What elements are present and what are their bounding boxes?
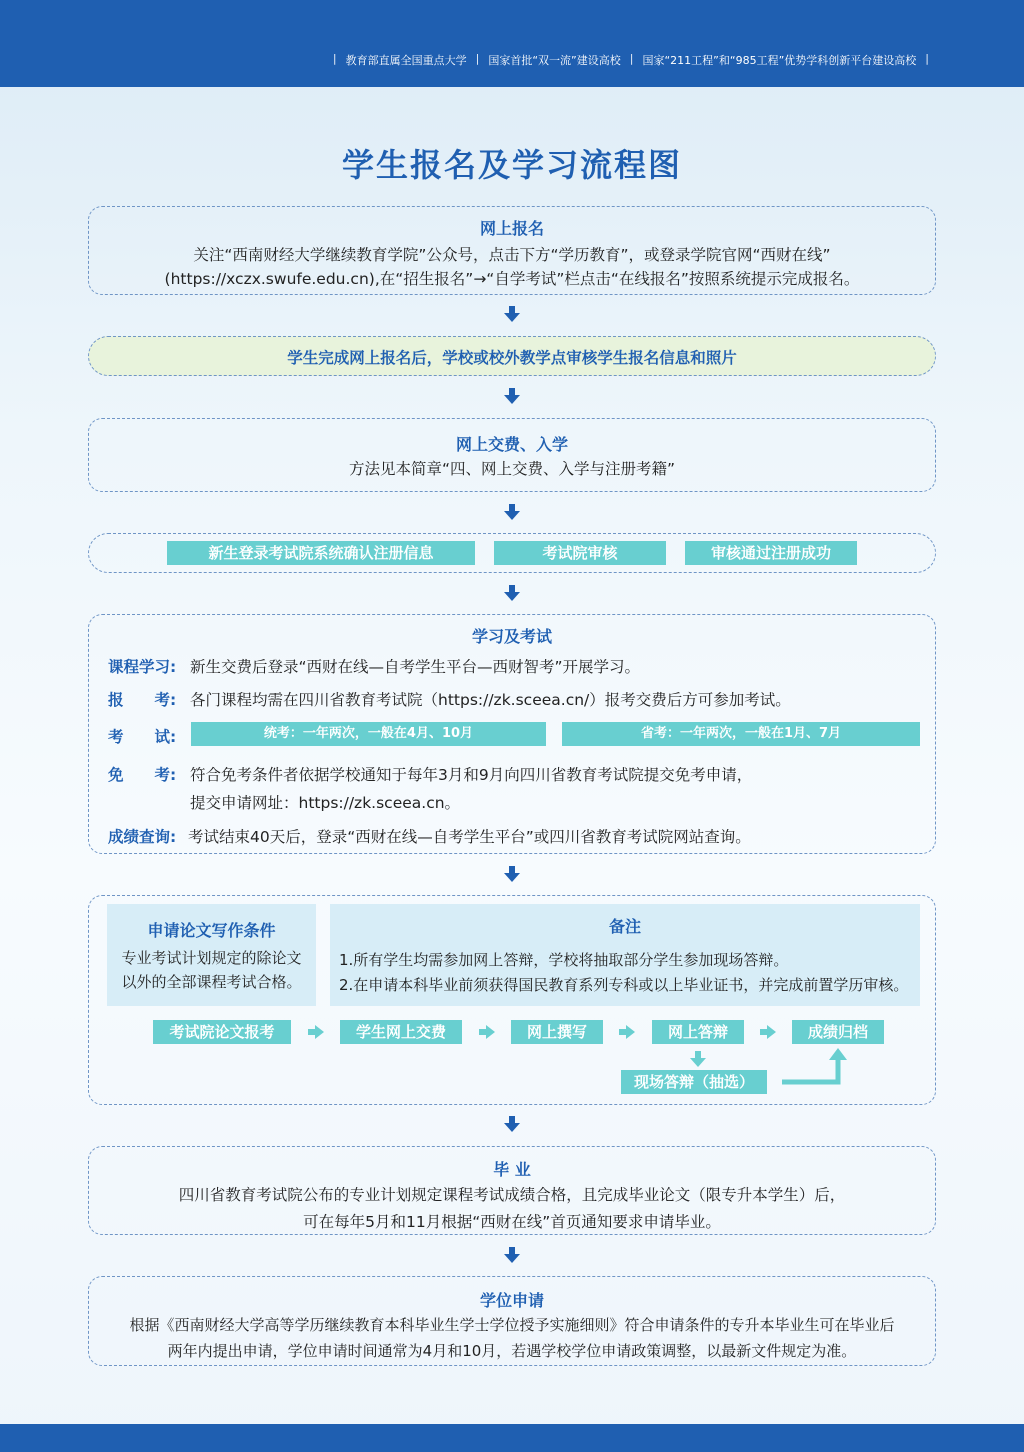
header-tag: 国家“211工程”和“985工程”优势学科创新平台建设高校 bbox=[642, 54, 917, 67]
step-degree-application bbox=[88, 1276, 936, 1366]
flow-grade-archive: 成绩归档 bbox=[792, 1020, 884, 1044]
step-title: 学位申请 bbox=[479, 1291, 544, 1310]
flow-online-writing: 网上撰写 bbox=[511, 1020, 603, 1044]
arrow-down-icon bbox=[690, 1051, 706, 1067]
step-title: 毕 业 bbox=[493, 1160, 531, 1179]
header-tag: 国家首批“双一流”建设高校 bbox=[488, 54, 621, 67]
arrow-right-icon bbox=[479, 1025, 495, 1039]
panel-text: 以外的全部课程考试合格。 bbox=[121, 973, 302, 991]
label-exam-register: 报 考: bbox=[108, 691, 177, 709]
step-payment-enrollment bbox=[88, 418, 936, 492]
step-text: (https://xczx.swufe.edu.cn),在“招生报名”→“自学考试”栏点击“在线报名”按照系统提示完成报名。 bbox=[164, 270, 860, 288]
text-exam-register: 各门课程均需在四川省教育考试院（https://zk.sceea.cn/）报考交费后方可参加考试。 bbox=[190, 691, 791, 709]
note-line: 1.所有学生均需参加网上答辩，学校将抽取部分学生参加现场答辩。 bbox=[339, 951, 789, 969]
tag-exam-review: 考试院审核 bbox=[494, 541, 666, 565]
panel-text: 专业考试计划规定的除论文 bbox=[121, 949, 302, 967]
step-text: 方法见本简章“四、网上交费、入学与注册考籍” bbox=[348, 460, 676, 478]
arrow-down-icon bbox=[504, 866, 520, 882]
label-score-query: 成绩查询: bbox=[108, 828, 177, 846]
arrow-right-icon bbox=[619, 1025, 635, 1039]
bar-unified-exam: 统考：一年两次，一般在4月、10月 bbox=[191, 722, 546, 746]
header-tag: 教育部直属全国重点大学 bbox=[345, 54, 467, 67]
step-text: 根据《西南财经大学高等学历继续教育本科毕业生学士学位授予实施细则》符合申请条件的专升本毕业生可在毕业后 bbox=[129, 1316, 895, 1334]
page-title: 学生报名及学习流程图 bbox=[341, 146, 682, 184]
header-bar bbox=[0, 0, 1024, 87]
return-arrow-icon bbox=[778, 1046, 848, 1090]
step-graduation bbox=[88, 1146, 936, 1235]
step-text: 可在每年5月和11月根据“西财在线”首页通知要求申请毕业。 bbox=[303, 1213, 721, 1231]
label-exam: 考 试: bbox=[108, 728, 177, 746]
step-title: 网上交费、入学 bbox=[455, 435, 568, 454]
flow-onsite-defense: 现场答辩（抽选） bbox=[621, 1070, 767, 1094]
arrow-down-icon bbox=[504, 306, 520, 322]
text-exemption: 符合免考条件者依据学校通知于每年3月和9月向四川省教育考试院提交免考申请， bbox=[190, 766, 753, 784]
step-text: 四川省教育考试院公布的专业计划规定课程考试成绩合格，且完成毕业论文（限专升本学生）后， bbox=[178, 1186, 846, 1204]
arrow-down-icon bbox=[504, 585, 520, 601]
flow-thesis-registration: 考试院论文报考 bbox=[153, 1020, 291, 1044]
step-review bbox=[88, 336, 936, 376]
arrow-down-icon bbox=[504, 388, 520, 404]
text-course-study: 新生交费后登录“西财在线—自考学生平台—西财智考”开展学习。 bbox=[190, 658, 641, 676]
header-tags: | 教育部直属全国重点大学 | 国家首批“双一流”建设高校 | 国家“211工程”和“985工程”优势学科创新平台建设高校 | bbox=[332, 52, 929, 67]
arrow-right-icon bbox=[760, 1025, 776, 1039]
arrow-down-icon bbox=[504, 504, 520, 520]
step-title: 网上报名 bbox=[479, 219, 544, 238]
panel-notes bbox=[330, 904, 920, 1006]
label-exemption: 免 考: bbox=[108, 766, 177, 784]
arrow-right-icon bbox=[308, 1025, 324, 1039]
step-text: 两年内提出申请，学位申请时间通常为4月和10月，若遇学校学位申请政策调整，以最新文件规定为准。 bbox=[167, 1342, 857, 1360]
step-text: 关注“西南财经大学继续教育学院”公众号，点击下方“学历教育”，或登录学院官网“西财在线” bbox=[193, 246, 831, 264]
tag-confirm-registration: 新生登录考试院系统确认注册信息 bbox=[167, 541, 475, 565]
flow-online-payment: 学生网上交费 bbox=[340, 1020, 462, 1044]
text-exemption-url: 提交申请网址：https://zk.sceea.cn。 bbox=[190, 794, 461, 812]
note-line: 2.在申请本科毕业前须获得国民教育系列专科或以上毕业证书，并完成前置学历审核。 bbox=[339, 976, 909, 994]
step-title: 学习及考试 bbox=[471, 627, 552, 646]
panel-title: 申请论文写作条件 bbox=[147, 921, 276, 940]
tag-registration-success: 审核通过注册成功 bbox=[685, 541, 857, 565]
step-online-registration bbox=[88, 206, 936, 295]
footer-bar bbox=[0, 1424, 1024, 1452]
step-text: 学生完成网上报名后，学校或校外教学点审核学生报名信息和照片 bbox=[287, 349, 737, 367]
bar-provincial-exam: 省考：一年两次，一般在1月、7月 bbox=[562, 722, 920, 746]
text-score-query: 考试结束40天后，登录“西财在线—自考学生平台”或四川省教育考试院网站查询。 bbox=[188, 828, 751, 846]
panel-title: 备注 bbox=[608, 917, 641, 936]
arrow-down-icon bbox=[504, 1116, 520, 1132]
panel-thesis-condition bbox=[107, 904, 316, 1006]
flow-online-defense: 网上答辩 bbox=[652, 1020, 744, 1044]
arrow-down-icon bbox=[504, 1247, 520, 1263]
label-course-study: 课程学习: bbox=[108, 658, 177, 676]
